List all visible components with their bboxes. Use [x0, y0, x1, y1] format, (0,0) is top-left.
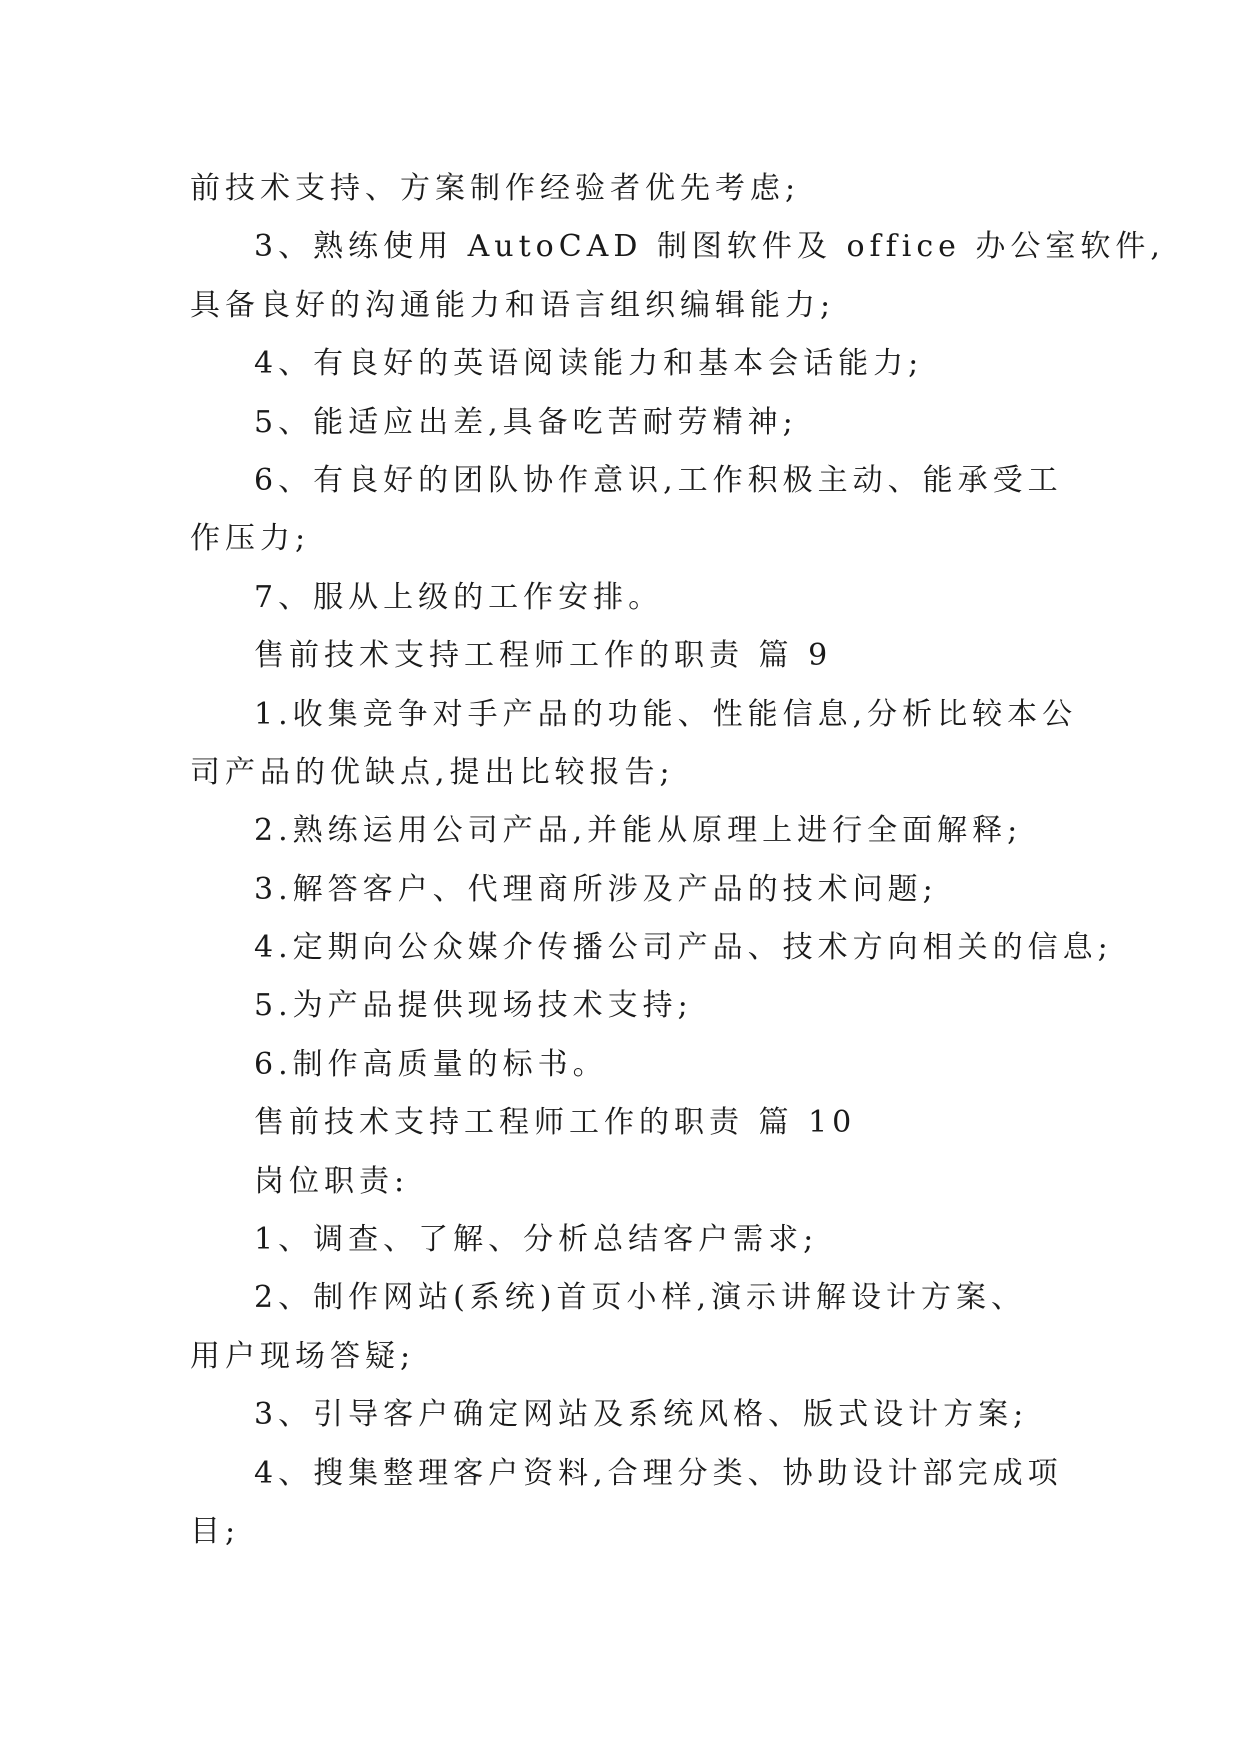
text-line: 作压力; — [190, 521, 311, 557]
text-line: 1、调查、了解、分析总结客户需求; — [254, 1222, 819, 1258]
text-line: 3.解答客户、代理商所涉及产品的技术问题; — [254, 871, 938, 907]
text-line: 5.为产品提供现场技术支持; — [254, 988, 693, 1024]
text-line: 用户现场答疑; — [190, 1338, 416, 1374]
document-body — [190, 160, 1165, 1561]
text-line: 3、引导客户确定网站及系统风格、版式设计方案; — [254, 1397, 1029, 1433]
text-line: 4、搜集整理客户资料,合理分类、协助设计部完成项 — [254, 1455, 1063, 1491]
text-line: 6、有良好的团队协作意识,工作积极主动、能承受工 — [254, 462, 1063, 498]
text-line: 具备良好的沟通能力和语言组织编辑能力; — [190, 287, 836, 323]
text-line: 目; — [190, 1513, 241, 1549]
text-line: 4、有良好的英语阅读能力和基本会话能力; — [254, 346, 924, 382]
text-line: 7、服从上级的工作安排。 — [254, 579, 664, 615]
text-line: 2、制作网站(系统)首页小样,演示讲解设计方案、 — [254, 1280, 1027, 1316]
text-line: 5、能适应出差,具备吃苦耐劳精神; — [254, 404, 798, 440]
subsection-label: 岗位职责: — [254, 1163, 410, 1199]
text-line: 6.制作高质量的标书。 — [254, 1046, 608, 1082]
text-line: 3、熟练使用 AutoCAD 制图软件及 office 办公室软件, — [254, 229, 1165, 265]
section-heading: 售前技术支持工程师工作的职责 篇 10 — [254, 1105, 857, 1141]
section-heading: 售前技术支持工程师工作的职责 篇 9 — [254, 638, 833, 674]
text-line: 前技术支持、方案制作经验者优先考虑; — [190, 171, 801, 206]
text-line: 1.收集竞争对手产品的功能、性能信息,分析比较本公 — [254, 696, 1078, 732]
text-line: 2.熟练运用公司产品,并能从原理上进行全面解释; — [254, 813, 1023, 849]
text-line: 4.定期向公众媒介传播公司产品、技术方向相关的信息; — [254, 930, 1113, 966]
text-line: 司产品的优缺点,提出比较报告; — [190, 754, 675, 790]
